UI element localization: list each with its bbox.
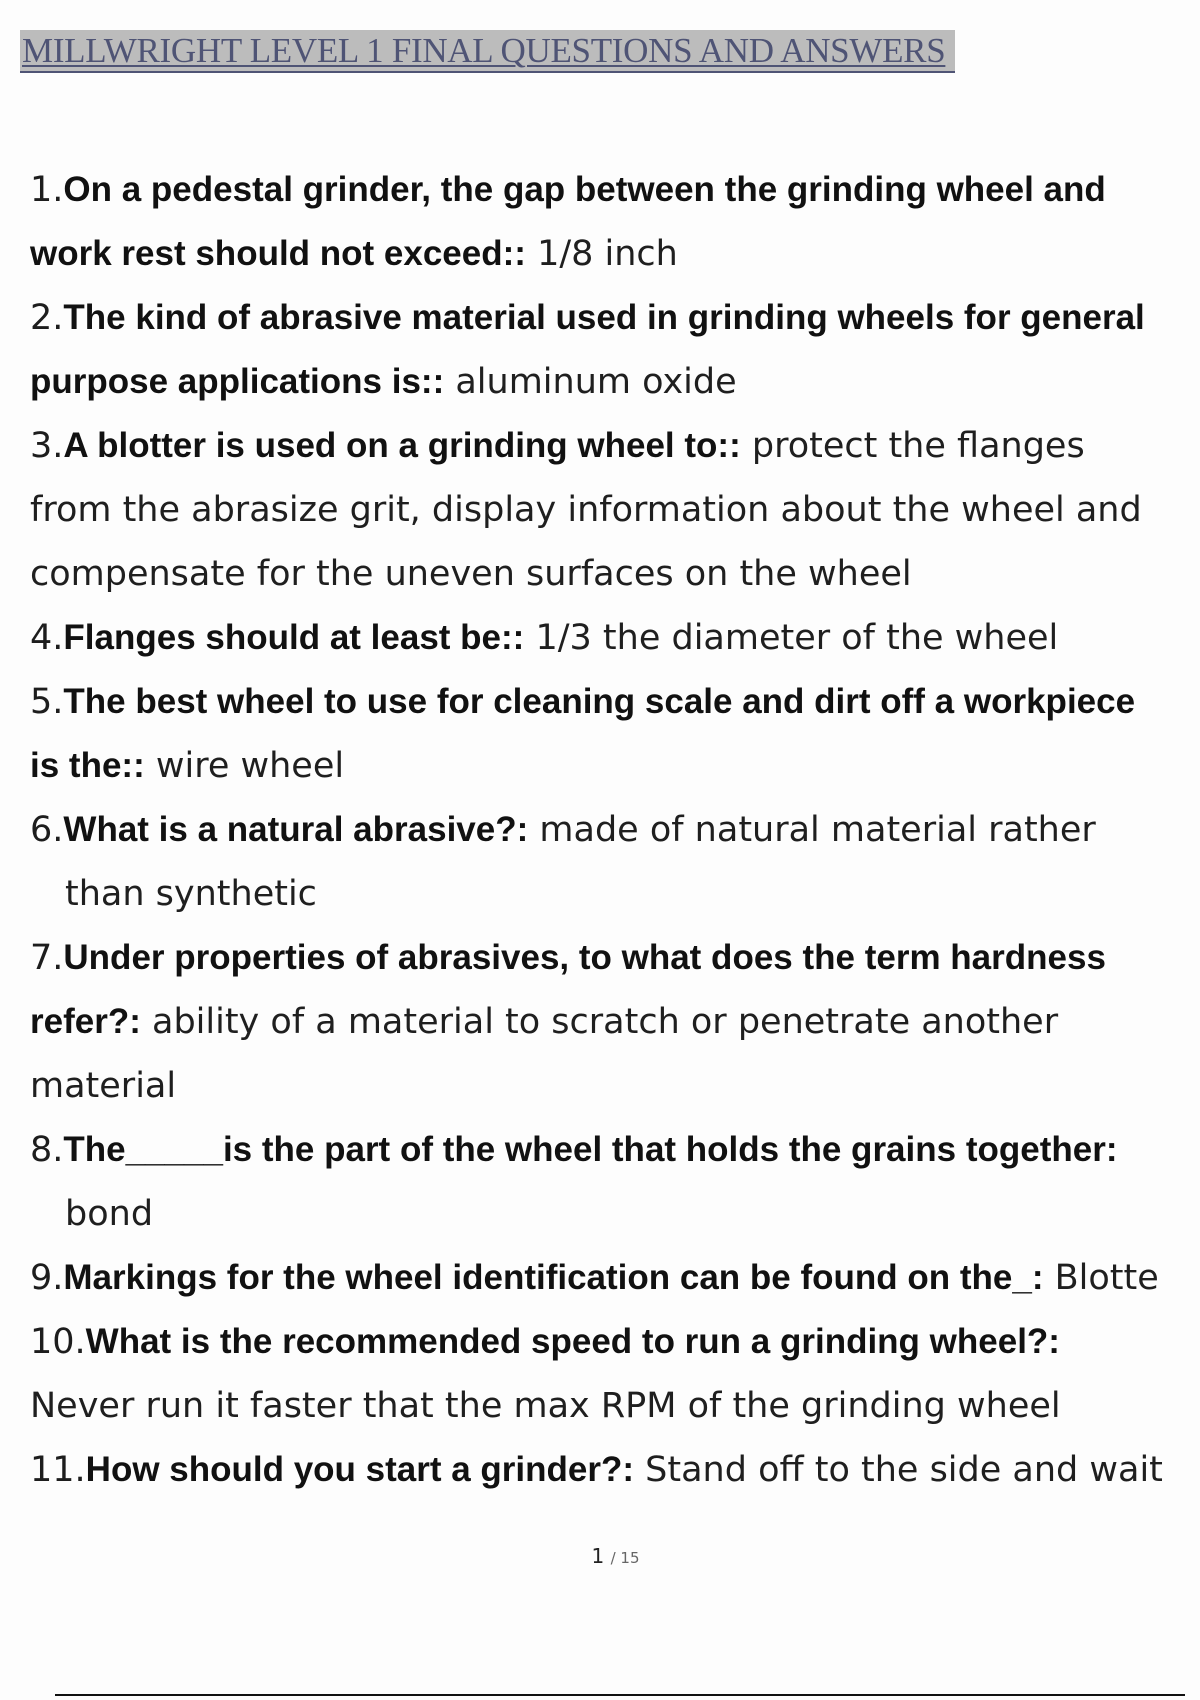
item-number: 6. [30, 810, 64, 850]
qa-line [30, 222, 1200, 286]
item-number: 2. [30, 298, 64, 338]
qa-line [30, 670, 1200, 734]
question-text: Markings for the wheel identification can be found on the_: [63, 1258, 1044, 1297]
answer-text: made of natural material rather [528, 810, 1096, 850]
qa-line [30, 414, 1200, 478]
answer-text: from the abrasize grit, display information about the wheel and [30, 490, 1142, 530]
answer-text: 1/8 inch [525, 234, 678, 274]
answer-text: compensate for the uneven surfaces on the wheel [30, 554, 912, 594]
qa-list [30, 158, 1200, 1502]
question-text: work rest should not exceed:: [30, 234, 526, 273]
qa-line [30, 606, 1200, 670]
qa-line [30, 1054, 1200, 1118]
qa-line [30, 926, 1200, 990]
footer-divider [55, 1694, 1185, 1696]
question-text: The best wheel to use for cleaning scale and dirt off a workpiece [63, 682, 1136, 721]
qa-line [30, 158, 1200, 222]
answer-text: wire wheel [144, 746, 345, 786]
qa-line [30, 734, 1200, 798]
item-number: 1. [30, 170, 64, 210]
answer-text: Blotte [1043, 1258, 1159, 1298]
question-text: is the:: [30, 746, 145, 785]
answer-text: aluminum oxide [444, 362, 737, 402]
qa-line [30, 862, 1200, 926]
answer-text: than synthetic [65, 874, 317, 914]
answer-text: material [30, 1066, 177, 1106]
question-text: refer?: [30, 1002, 141, 1041]
qa-line [30, 286, 1200, 350]
question-text: purpose applications is:: [30, 362, 445, 401]
answer-text: Stand off to the side and wait [634, 1450, 1163, 1490]
qa-line [30, 1438, 1200, 1502]
question-text: A blotter is used on a grinding wheel to:: [63, 426, 741, 465]
item-number: 7. [30, 938, 64, 978]
item-number: 8. [30, 1130, 64, 1170]
answer-text: protect the flanges [740, 426, 1085, 466]
question-text: What is the recommended speed to run a grinding wheel?: [85, 1322, 1060, 1361]
qa-line [30, 1118, 1200, 1182]
qa-line [30, 1246, 1200, 1310]
page-indicator [0, 1544, 1200, 1568]
qa-line [30, 1182, 1200, 1246]
question-text: How should you start a grinder?: [85, 1450, 635, 1489]
qa-line [30, 542, 1200, 606]
question-text: On a pedestal grinder, the gap between the grinding wheel and [63, 170, 1106, 209]
item-number: 10. [30, 1322, 86, 1362]
qa-line [30, 350, 1200, 414]
item-number: 5. [30, 682, 64, 722]
answer-text: 1/3 the diameter of the wheel [524, 618, 1059, 658]
qa-line [30, 1310, 1200, 1374]
page-total: / 15 [610, 1549, 640, 1567]
item-number: 3. [30, 426, 64, 466]
question-text: The_____is the part of the wheel that holds the grains together: [63, 1130, 1118, 1169]
document-title: MILLWRIGHT LEVEL 1 FINAL QUESTIONS AND ANSWERS [20, 30, 955, 73]
page-current: 1 [591, 1544, 605, 1568]
question-text: What is a natural abrasive?: [63, 810, 529, 849]
question-text: Under properties of abrasives, to what does the term hardness [63, 938, 1106, 977]
question-text: The kind of abrasive material used in grinding wheels for general [63, 298, 1145, 337]
qa-line [30, 990, 1200, 1054]
question-text: Flanges should at least be:: [63, 618, 525, 657]
answer-text: ability of a material to scratch or penetrate another [140, 1002, 1059, 1042]
qa-line [30, 1374, 1200, 1438]
answer-text: Never run it faster that the max RPM of the grinding wheel [30, 1386, 1061, 1426]
item-number: 9. [30, 1258, 64, 1298]
answer-text: bond [65, 1194, 154, 1234]
item-number: 11. [30, 1450, 86, 1490]
item-number: 4. [30, 618, 64, 658]
qa-line [30, 478, 1200, 542]
qa-line [30, 798, 1200, 862]
